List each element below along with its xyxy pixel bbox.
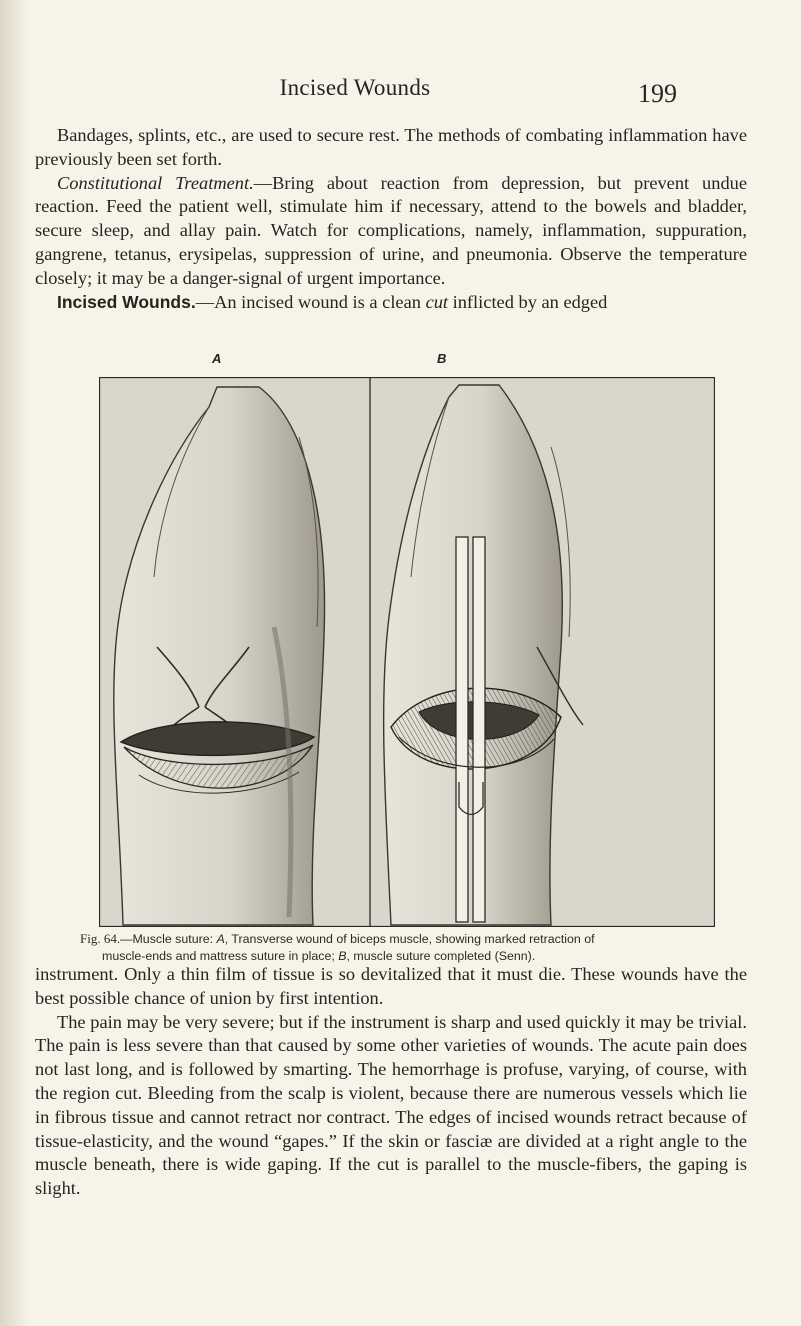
muscle-suture-illustration	[99, 377, 715, 927]
caption-part-b1: muscle-ends and mattress suture in place;	[102, 949, 339, 963]
paragraph-constitutional-body: —Bring about reaction from depression, but prevent undue reaction. Feed the patient well, stimulate him if necessary, attend to the bowels and bladder, secure sleep, and allay pain. Watch for complications, namely, inflammation, suppuration, gangrene, tetanus, erysipelas, suppression of urine, and pneumonia. Observe the temperature closely; it may be a danger-signal of urgent importance.	[35, 172, 747, 288]
paragraph-bandages: Bandages, splints, etc., are used to secure rest. The methods of combating inflammation have previously been set forth.	[35, 125, 747, 169]
paragraph-constitutional-treatment	[35, 172, 747, 291]
panel-label-a: A	[212, 351, 222, 366]
incised-body-a: —An incised wound is a clean	[195, 291, 426, 312]
run-in-heading-constitutional: Constitutional Treatment.	[57, 172, 254, 193]
caption-italic-b: B	[338, 949, 347, 963]
panel-label-b: B	[437, 351, 447, 366]
bottom-text-block	[35, 963, 747, 1201]
paragraph-pain: The pain may be very severe; but if the instrument is sharp and used quickly it may be trivial. The pain is less severe than that caused by some other varieties of wounds. The acute pain does not last long, and is followed by smarting. The hemorrhage is profuse, varying, of course, with the region cut. Bleeding from the scalp is violent, because there are numerous vessels which lie in fibrous tissue and cannot retract nor contract. The edges of incised wounds retract because of tissue-elasticity, and the wound “gapes.” If the skin or fasciæ are divided at a right angle to the muscle beneath, there is wide gaping. If the cut is parallel to the muscle-fibers, the gaping is slight.	[35, 1011, 747, 1199]
figure-64	[99, 351, 715, 927]
caption-part-b2: , muscle suture completed (Senn).	[346, 949, 536, 963]
caption-figure-number: Fig. 64.	[80, 931, 121, 946]
page-edge-shadow	[0, 0, 28, 1326]
run-in-heading-incised: Incised Wounds.	[57, 291, 196, 312]
incised-italic-cut: cut	[425, 291, 449, 312]
caption-italic-a: A	[216, 932, 225, 946]
page-header	[0, 73, 801, 107]
running-head: Incised Wounds	[279, 75, 431, 100]
caption-part-a2: , Transverse wound of biceps muscle, showing marked retraction of	[224, 932, 595, 946]
figure-caption	[80, 930, 750, 965]
paragraph-incised-wounds	[35, 291, 747, 315]
top-text-block	[35, 124, 747, 314]
incised-body-b: inflicted by an edged	[448, 291, 608, 312]
caption-part-a1: —Muscle suture:	[120, 932, 217, 946]
paragraph-instrument: instrument. Only a thin film of tissue is so devitalized that it must die. These wounds have the best possible chance of union by first intention.	[35, 964, 747, 1008]
page-number: 199	[638, 79, 677, 108]
